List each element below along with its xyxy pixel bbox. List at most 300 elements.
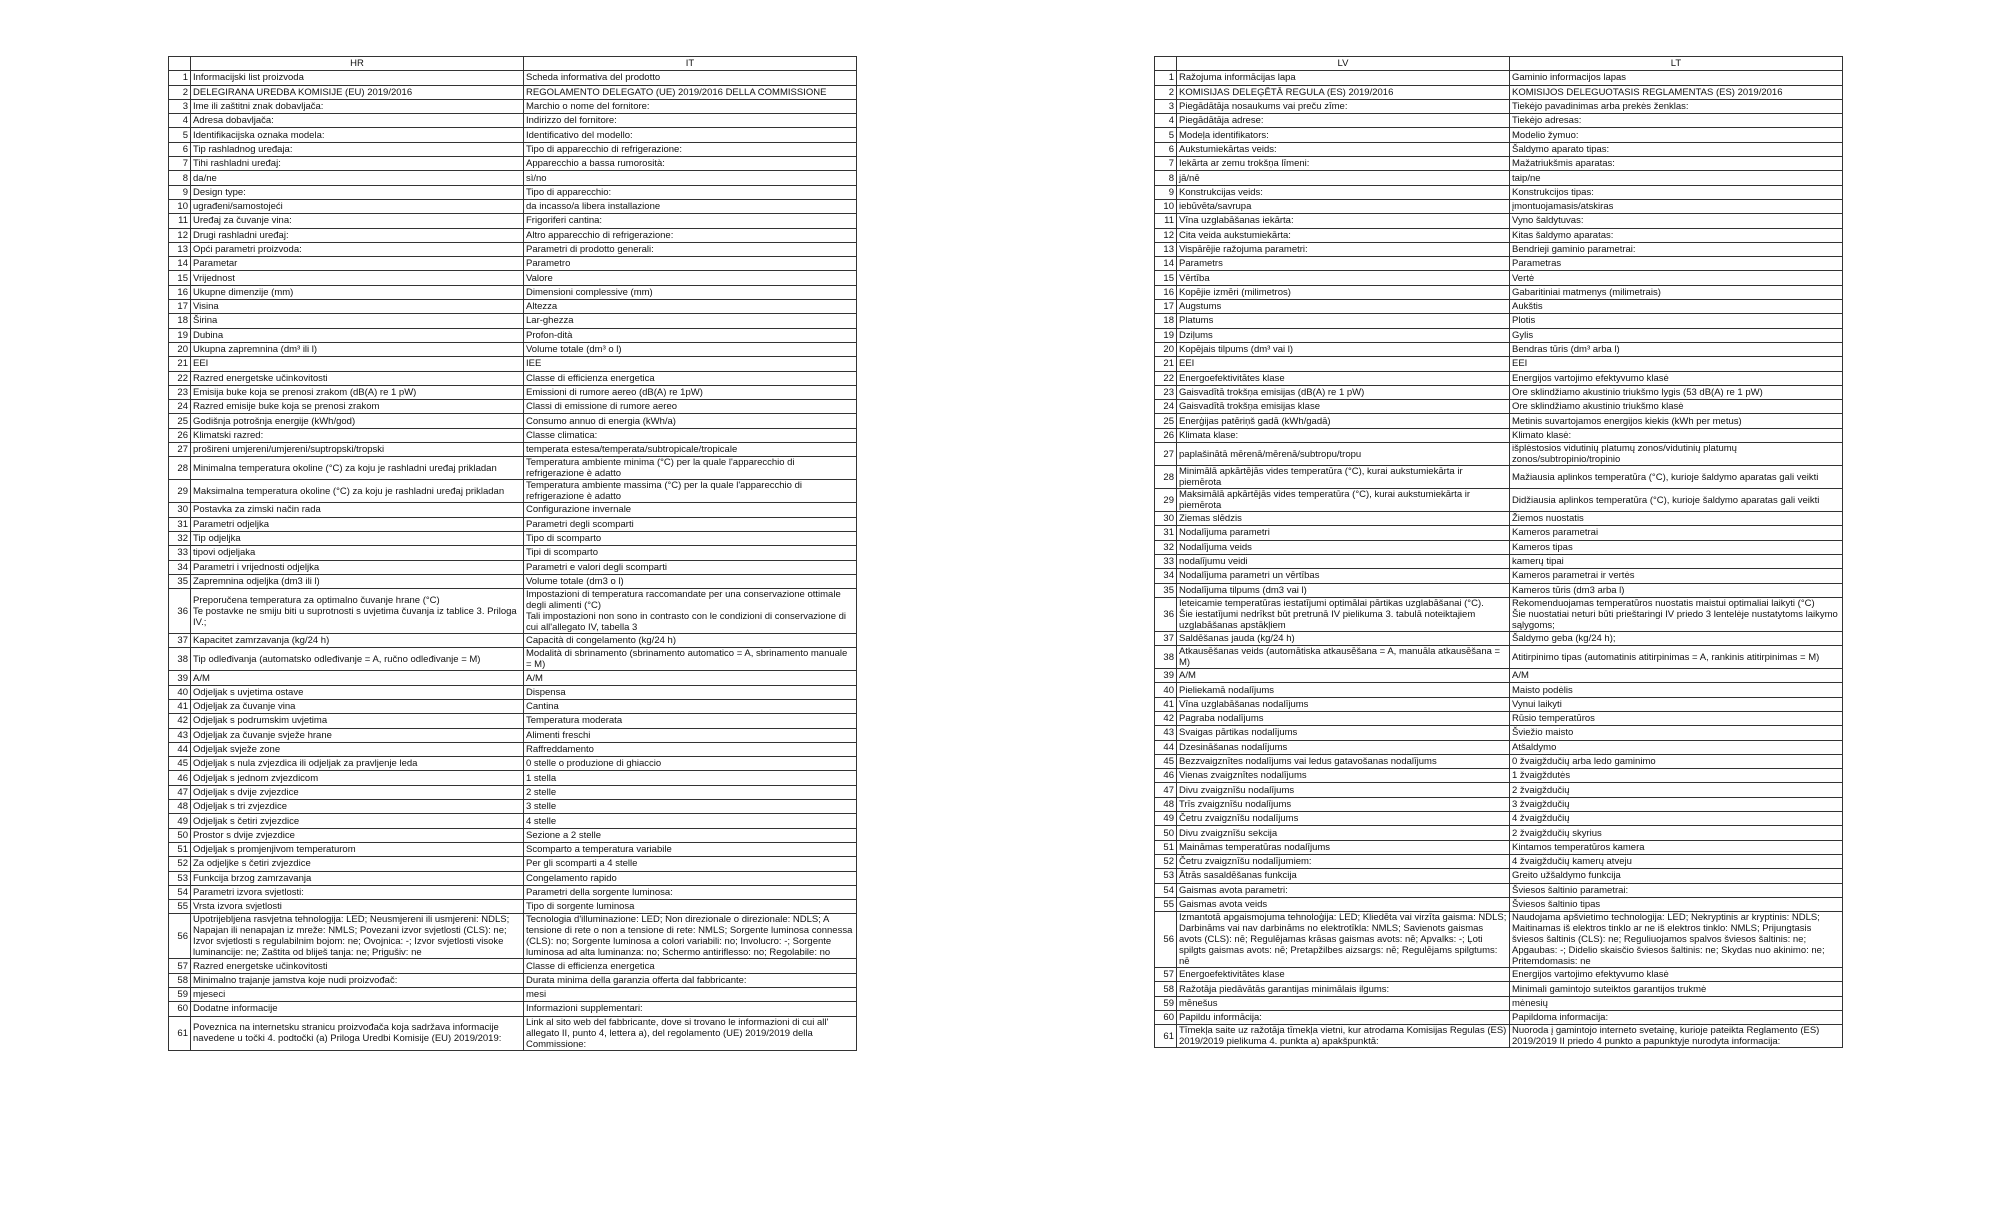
cell-lang-a: EEI bbox=[1177, 357, 1510, 371]
row-number: 9 bbox=[1155, 185, 1177, 199]
cell-lang-a: Odjeljak s nula zvjezdica ili odjeljak za pravljenje leda bbox=[191, 757, 524, 771]
table-body-hr-it bbox=[169, 71, 857, 1050]
table-row bbox=[1155, 171, 1843, 185]
row-number: 32 bbox=[1155, 540, 1177, 554]
row-number: 26 bbox=[1155, 428, 1177, 442]
table-row bbox=[169, 99, 857, 113]
cell-lang-a: Odjeljak s podrumskim uvjetima bbox=[191, 714, 524, 728]
row-number: 37 bbox=[169, 634, 191, 648]
row-number: 22 bbox=[1155, 371, 1177, 385]
cell-lang-a: Aukstumiekārtas veids: bbox=[1177, 142, 1510, 156]
cell-lang-a: Dzesināšanas nodalījums bbox=[1177, 740, 1510, 754]
cell-lang-a: tipovi odjeljaka bbox=[191, 546, 524, 560]
table-row bbox=[169, 857, 857, 871]
cell-lang-b: Valore bbox=[524, 271, 857, 285]
cell-lang-b: Vertė bbox=[1510, 271, 1843, 285]
table-row bbox=[169, 531, 857, 545]
row-number: 38 bbox=[169, 648, 191, 671]
row-number: 50 bbox=[169, 828, 191, 842]
table-row bbox=[1155, 428, 1843, 442]
cell-lang-b: KOMISIJOS DELEGUOTASIS REGLAMENTAS (ES) 2019/2016 bbox=[1510, 85, 1843, 99]
table-row bbox=[169, 480, 857, 503]
table-body-lv-lt bbox=[1155, 71, 1843, 1048]
row-number: 53 bbox=[1155, 869, 1177, 883]
table-row bbox=[1155, 414, 1843, 428]
table-row bbox=[1155, 328, 1843, 342]
cell-lang-a: Maksimālā apkārtējās vides temperatūra (°C), kurai aukstumiekārta ir piemērota bbox=[1177, 489, 1510, 512]
cell-lang-b: IEE bbox=[524, 357, 857, 371]
table-row bbox=[1155, 314, 1843, 328]
cell-lang-a: da/ne bbox=[191, 171, 524, 185]
cell-lang-b: mesi bbox=[524, 988, 857, 1002]
cell-lang-a: Informacijski list proizvoda bbox=[191, 71, 524, 85]
table-row bbox=[169, 328, 857, 342]
cell-lang-a: Gaismas avota parametri: bbox=[1177, 883, 1510, 897]
cell-lang-b: Volume totale (dm³ o l) bbox=[524, 342, 857, 356]
cell-lang-b: Temperatura moderata bbox=[524, 714, 857, 728]
row-number: 23 bbox=[169, 385, 191, 399]
table-row bbox=[1155, 199, 1843, 213]
cell-lang-a: Trīs zvaigznīšu nodalījums bbox=[1177, 797, 1510, 811]
row-number: 50 bbox=[1155, 826, 1177, 840]
row-number: 6 bbox=[169, 142, 191, 156]
cell-lang-a: DELEGIRANA UREDBA KOMISIJE (EU) 2019/2016 bbox=[191, 85, 524, 99]
cell-lang-a: KOMISIJAS DELEĢĒTĀ REGULA (ES) 2019/2016 bbox=[1177, 85, 1510, 99]
cell-lang-b: Dimensioni complessive (mm) bbox=[524, 285, 857, 299]
row-number: 8 bbox=[1155, 171, 1177, 185]
cell-lang-b: Bendras tūris (dm³ arba l) bbox=[1510, 342, 1843, 356]
row-number: 35 bbox=[1155, 583, 1177, 597]
table-row bbox=[1155, 968, 1843, 982]
cell-lang-b: 2 žvaigždučių bbox=[1510, 783, 1843, 797]
table-row bbox=[1155, 569, 1843, 583]
cell-lang-a: Ātrās sasaldēšanas funkcija bbox=[1177, 869, 1510, 883]
row-number: 1 bbox=[1155, 71, 1177, 85]
cell-lang-a: Ime ili zaštitni znak dobavljača: bbox=[191, 99, 524, 113]
table-row bbox=[1155, 812, 1843, 826]
row-number: 43 bbox=[1155, 726, 1177, 740]
cell-lang-a: Izmantotā apgaismojuma tehnoloģija: LED; Kliedēta vai virzīta gaisma: NDLS; Darbināms vai nav darbināms no elektrotīkla: NMLS; Savienots gaismas avots (CLS): nē; Regulējamas krāsas gaismas avots: nē; Apvalks: -; Ļoti spilgts gaismas avots: nē; Pretapžilbes aizsargs: nē; Regulējams spilgtums: nē bbox=[1177, 912, 1510, 968]
table-row bbox=[1155, 242, 1843, 256]
table-row bbox=[169, 648, 857, 671]
cell-lang-a: Ražojuma informācijas lapa bbox=[1177, 71, 1510, 85]
cell-lang-b: Bendrieji gaminio parametrai: bbox=[1510, 242, 1843, 256]
cell-lang-a: Razred energetske učinkovitosti bbox=[191, 959, 524, 973]
cell-lang-b: Frigoriferi cantina: bbox=[524, 214, 857, 228]
cell-lang-b: Link al sito web del fabbricante, dove si trovano le informazioni di cui all' allegato II, punto 4, lettera a), del regolamento (UE) 2019/2019 della Commissione: bbox=[524, 1016, 857, 1050]
row-number: 26 bbox=[169, 428, 191, 442]
row-number: 60 bbox=[1155, 1011, 1177, 1025]
table-row bbox=[169, 285, 857, 299]
product-info-table-lv-lt bbox=[1154, 56, 1843, 1048]
row-number: 49 bbox=[169, 814, 191, 828]
cell-lang-b: Configurazione invernale bbox=[524, 503, 857, 517]
cell-lang-a: Konstrukcijas veids: bbox=[1177, 185, 1510, 199]
row-number: 22 bbox=[169, 371, 191, 385]
table-row bbox=[1155, 512, 1843, 526]
cell-lang-b: Altezza bbox=[524, 300, 857, 314]
cell-lang-a: Nodalījuma parametri bbox=[1177, 526, 1510, 540]
table-row bbox=[1155, 540, 1843, 554]
cell-lang-a: Opći parametri proizvoda: bbox=[191, 242, 524, 256]
table-row bbox=[169, 771, 857, 785]
cell-lang-a: Maksimalna temperatura okoline (°C) za koju je rashladni uređaj prikladan bbox=[191, 480, 524, 503]
cell-lang-b: Emissioni di rumore aereo (dB(A) re 1pW) bbox=[524, 385, 857, 399]
row-number: 4 bbox=[169, 114, 191, 128]
row-number: 25 bbox=[169, 414, 191, 428]
row-number: 11 bbox=[1155, 214, 1177, 228]
row-number: 28 bbox=[1155, 466, 1177, 489]
table-row bbox=[169, 171, 857, 185]
cell-lang-b: Parametri degli scomparti bbox=[524, 517, 857, 531]
cell-lang-a: Modeļa identifikators: bbox=[1177, 128, 1510, 142]
row-number: 21 bbox=[169, 357, 191, 371]
row-number: 13 bbox=[1155, 242, 1177, 256]
cell-lang-a: Design type: bbox=[191, 185, 524, 199]
table-row bbox=[1155, 271, 1843, 285]
row-number: 16 bbox=[1155, 285, 1177, 299]
table-row bbox=[1155, 1011, 1843, 1025]
cell-lang-b: Tipo di sorgente luminosa bbox=[524, 900, 857, 914]
cell-lang-a: Četru zvaigznīšu nodalījumiem: bbox=[1177, 854, 1510, 868]
cell-lang-b: Classi di emissione di rumore aereo bbox=[524, 400, 857, 414]
table-row bbox=[1155, 897, 1843, 911]
table-row bbox=[169, 371, 857, 385]
cell-lang-a: Širina bbox=[191, 314, 524, 328]
cell-lang-b: Scomparto a temperatura variabile bbox=[524, 842, 857, 856]
cell-lang-b: Šaldymo aparato tipas: bbox=[1510, 142, 1843, 156]
table-row bbox=[1155, 526, 1843, 540]
table-row bbox=[169, 973, 857, 987]
table-row bbox=[169, 785, 857, 799]
table-row bbox=[1155, 214, 1843, 228]
cell-lang-b: Raffreddamento bbox=[524, 742, 857, 756]
cell-lang-b: mėnesių bbox=[1510, 996, 1843, 1010]
row-number: 36 bbox=[169, 589, 191, 634]
cell-lang-b: Mažiausia aplinkos temperatūra (°C), kurioje šaldymo aparatas gali veikti bbox=[1510, 466, 1843, 489]
cell-lang-b: Minimali gamintojo suteiktos garantijos trukmė bbox=[1510, 982, 1843, 996]
table-row bbox=[169, 400, 857, 414]
table-row bbox=[1155, 300, 1843, 314]
cell-lang-a: Minimalna temperatura okoline (°C) za koju je rashladni uređaj prikladan bbox=[191, 457, 524, 480]
table-row bbox=[1155, 826, 1843, 840]
cell-lang-b: Capacità di congelamento (kg/24 h) bbox=[524, 634, 857, 648]
cell-lang-a: Pieliekamā nodalījums bbox=[1177, 683, 1510, 697]
cell-lang-b: Gaminio informacijos lapas bbox=[1510, 71, 1843, 85]
cell-lang-a: Odjeljak s četiri zvjezdice bbox=[191, 814, 524, 828]
cell-lang-a: Za odjeljke s četiri zvjezdice bbox=[191, 857, 524, 871]
row-number: 56 bbox=[169, 914, 191, 959]
table-row bbox=[169, 517, 857, 531]
cell-lang-b: Dispensa bbox=[524, 685, 857, 699]
cell-lang-b: Energijos vartojimo efektyvumo klasė bbox=[1510, 968, 1843, 982]
cell-lang-b: Gylis bbox=[1510, 328, 1843, 342]
row-number: 35 bbox=[169, 574, 191, 588]
cell-lang-b: Kintamos temperatūros kamera bbox=[1510, 840, 1843, 854]
row-number: 3 bbox=[1155, 99, 1177, 113]
column-header-lt: LT bbox=[1510, 57, 1843, 71]
row-number: 42 bbox=[1155, 711, 1177, 725]
table-row bbox=[169, 814, 857, 828]
table-row bbox=[169, 914, 857, 959]
row-number: 33 bbox=[1155, 554, 1177, 568]
cell-lang-a: Maināmas temperatūras nodalījums bbox=[1177, 840, 1510, 854]
row-number: 36 bbox=[1155, 597, 1177, 631]
cell-lang-b: Vynui laikyti bbox=[1510, 697, 1843, 711]
row-number: 45 bbox=[169, 757, 191, 771]
row-number: 4 bbox=[1155, 114, 1177, 128]
table-row bbox=[169, 199, 857, 213]
cell-lang-a: Bezzvaigznītes nodalījums vai ledus gatavošanas nodalījums bbox=[1177, 754, 1510, 768]
cell-lang-a: Piegādātāja nosaukums vai preču zīme: bbox=[1177, 99, 1510, 113]
row-number: 10 bbox=[169, 199, 191, 213]
cell-lang-b: Tipo di apparecchio di refrigerazione: bbox=[524, 142, 857, 156]
cell-lang-b: Šviežio maisto bbox=[1510, 726, 1843, 740]
cell-lang-b: REGOLAMENTO DELEGATO (UE) 2019/2016 DELLA COMMISSIONE bbox=[524, 85, 857, 99]
row-number: 34 bbox=[169, 560, 191, 574]
cell-lang-b: Tiekėjo adresas: bbox=[1510, 114, 1843, 128]
table-row bbox=[169, 214, 857, 228]
cell-lang-b: Parametri della sorgente luminosa: bbox=[524, 885, 857, 899]
table-row bbox=[1155, 646, 1843, 669]
table-row bbox=[1155, 854, 1843, 868]
cell-lang-b: Atšaldymo bbox=[1510, 740, 1843, 754]
row-number: 18 bbox=[169, 314, 191, 328]
cell-lang-b: Identificativo del modello: bbox=[524, 128, 857, 142]
cell-lang-b: Modelio žymuo: bbox=[1510, 128, 1843, 142]
cell-lang-b: Ore sklindžiamo akustinio triukšmo klasė bbox=[1510, 400, 1843, 414]
table-row bbox=[1155, 385, 1843, 399]
cell-lang-a: Ukupne dimenzije (mm) bbox=[191, 285, 524, 299]
table-row bbox=[169, 842, 857, 856]
table-row bbox=[1155, 285, 1843, 299]
table-row bbox=[169, 228, 857, 242]
row-number: 40 bbox=[1155, 683, 1177, 697]
cell-lang-a: Ražotāja piedāvātās garantijas minimālais ilgums: bbox=[1177, 982, 1510, 996]
column-header-it: IT bbox=[524, 57, 857, 71]
cell-lang-a: prošireni umjereni/umjereni/suptropski/tropski bbox=[191, 443, 524, 457]
cell-lang-b: Ore sklindžiamo akustinio triukšmo lygis (53 dB(A) re 1 pW) bbox=[1510, 385, 1843, 399]
cell-lang-a: EEI bbox=[191, 357, 524, 371]
row-number: 27 bbox=[1155, 443, 1177, 466]
cell-lang-b: Tipo di scomparto bbox=[524, 531, 857, 545]
cell-lang-b: sì/no bbox=[524, 171, 857, 185]
table-row bbox=[169, 342, 857, 356]
row-number: 13 bbox=[169, 242, 191, 256]
cell-lang-a: Odjeljak za čuvanje vina bbox=[191, 699, 524, 713]
row-number: 33 bbox=[169, 546, 191, 560]
row-number: 24 bbox=[1155, 400, 1177, 414]
row-number: 29 bbox=[169, 480, 191, 503]
row-number: 10 bbox=[1155, 199, 1177, 213]
table-row bbox=[1155, 697, 1843, 711]
row-number: 19 bbox=[169, 328, 191, 342]
row-number: 17 bbox=[1155, 300, 1177, 314]
cell-lang-b: Consumo annuo di energia (kWh/a) bbox=[524, 414, 857, 428]
table-row bbox=[169, 443, 857, 457]
row-number: 14 bbox=[1155, 257, 1177, 271]
row-number: 58 bbox=[169, 973, 191, 987]
cell-lang-b: Tipi di scomparto bbox=[524, 546, 857, 560]
cell-lang-a: Vērtība bbox=[1177, 271, 1510, 285]
table-row bbox=[169, 757, 857, 771]
cell-lang-a: Divu zvaigznīšu sekcija bbox=[1177, 826, 1510, 840]
row-number: 43 bbox=[169, 728, 191, 742]
table-row bbox=[169, 1016, 857, 1050]
cell-lang-b: Kameros tūris (dm3 arba l) bbox=[1510, 583, 1843, 597]
row-number: 1 bbox=[169, 71, 191, 85]
cell-lang-b: Klimato klasė: bbox=[1510, 428, 1843, 442]
cell-lang-b: Indirizzo del fornitore: bbox=[524, 114, 857, 128]
row-number: 47 bbox=[1155, 783, 1177, 797]
cell-lang-b: Classe di efficienza energetica bbox=[524, 959, 857, 973]
table-row bbox=[169, 699, 857, 713]
cell-lang-a: Papildu informācija: bbox=[1177, 1011, 1510, 1025]
cell-lang-a: Iekārta ar zemu trokšņa līmeni: bbox=[1177, 157, 1510, 171]
cell-lang-b: Kitas šaldymo aparatas: bbox=[1510, 228, 1843, 242]
row-number: 59 bbox=[1155, 996, 1177, 1010]
cell-lang-b: taip/ne bbox=[1510, 171, 1843, 185]
row-number: 20 bbox=[1155, 342, 1177, 356]
cell-lang-b: Parametras bbox=[1510, 257, 1843, 271]
table-row bbox=[169, 714, 857, 728]
table-row bbox=[1155, 583, 1843, 597]
cell-lang-b: Altro apparecchio di refrigerazione: bbox=[524, 228, 857, 242]
row-number: 31 bbox=[1155, 526, 1177, 540]
cell-lang-b: Classe climatica: bbox=[524, 428, 857, 442]
cell-lang-a: Gaisvadītā trokšņa emisijas (dB(A) re 1 pW) bbox=[1177, 385, 1510, 399]
cell-lang-b: da incasso/a libera installazione bbox=[524, 199, 857, 213]
row-number: 14 bbox=[169, 257, 191, 271]
cell-lang-a: Tihi rashladni uređaj: bbox=[191, 157, 524, 171]
cell-lang-b: Classe di efficienza energetica bbox=[524, 371, 857, 385]
cell-lang-a: Preporučena temperatura za optimalno čuvanje hrane (°C) Te postavke ne smiju biti u suprotnosti s uvjetima čuvanja iz tablice 3. Priloga IV.; bbox=[191, 589, 524, 634]
table-row bbox=[1155, 371, 1843, 385]
row-number: 21 bbox=[1155, 357, 1177, 371]
cell-lang-b: Lar-ghezza bbox=[524, 314, 857, 328]
row-number: 45 bbox=[1155, 754, 1177, 768]
table-row bbox=[1155, 740, 1843, 754]
cell-lang-a: Vīna uzglabāšanas nodalījums bbox=[1177, 697, 1510, 711]
table-row bbox=[1155, 400, 1843, 414]
cell-lang-a: Kapacitet zamrzavanja (kg/24 h) bbox=[191, 634, 524, 648]
table-row bbox=[169, 546, 857, 560]
cell-lang-a: Augstums bbox=[1177, 300, 1510, 314]
row-number: 9 bbox=[169, 185, 191, 199]
row-number: 47 bbox=[169, 785, 191, 799]
cell-lang-b: Informazioni supplementari: bbox=[524, 1002, 857, 1016]
table-row bbox=[1155, 489, 1843, 512]
cell-lang-b: Papildoma informacija: bbox=[1510, 1011, 1843, 1025]
table-row bbox=[169, 800, 857, 814]
cell-lang-a: ugrađeni/samostojeći bbox=[191, 199, 524, 213]
row-number: 6 bbox=[1155, 142, 1177, 156]
row-number: 55 bbox=[1155, 897, 1177, 911]
cell-lang-b: Plotis bbox=[1510, 314, 1843, 328]
row-number: 38 bbox=[1155, 646, 1177, 669]
table-row bbox=[1155, 711, 1843, 725]
cell-lang-a: Emisija buke koja se prenosi zrakom (dB(A) re 1 pW) bbox=[191, 385, 524, 399]
row-number: 55 bbox=[169, 900, 191, 914]
table-row bbox=[169, 574, 857, 588]
table-row bbox=[1155, 99, 1843, 113]
cell-lang-a: Razred emisije buke koja se prenosi zrakom bbox=[191, 400, 524, 414]
cell-lang-a: Zapremnina odjeljka (dm3 ili l) bbox=[191, 574, 524, 588]
row-number: 15 bbox=[169, 271, 191, 285]
row-number: 54 bbox=[1155, 883, 1177, 897]
table-row bbox=[169, 742, 857, 756]
table-row bbox=[169, 385, 857, 399]
row-number: 7 bbox=[169, 157, 191, 171]
row-number: 5 bbox=[1155, 128, 1177, 142]
cell-lang-a: Odjeljak za čuvanje svježe hrane bbox=[191, 728, 524, 742]
cell-lang-b: Šaldymo geba (kg/24 h); bbox=[1510, 631, 1843, 645]
cell-lang-a: Vrijednost bbox=[191, 271, 524, 285]
table-row bbox=[169, 428, 857, 442]
row-number: 11 bbox=[169, 214, 191, 228]
row-number: 30 bbox=[1155, 512, 1177, 526]
cell-lang-b: 3 žvaigždučių bbox=[1510, 797, 1843, 811]
row-number: 44 bbox=[169, 742, 191, 756]
row-number: 59 bbox=[169, 988, 191, 1002]
row-number: 12 bbox=[169, 228, 191, 242]
cell-lang-a: Dubina bbox=[191, 328, 524, 342]
cell-lang-a: Ieteicamie temperatūras iestatījumi optimālai pārtikas uzglabāšanai (°C). Šie iestatījumi nedrīkst būt pretrunā IV pielikuma 3. tabulā noteiktajiem uzglabāšanas apstākļiem bbox=[1177, 597, 1510, 631]
row-number: 15 bbox=[1155, 271, 1177, 285]
table-row bbox=[169, 871, 857, 885]
row-number: 37 bbox=[1155, 631, 1177, 645]
cell-lang-a: Tip rashladnog uređaja: bbox=[191, 142, 524, 156]
cell-lang-b: Sezione a 2 stelle bbox=[524, 828, 857, 842]
cell-lang-a: Vispārējie ražojuma parametri: bbox=[1177, 242, 1510, 256]
row-number: 51 bbox=[169, 842, 191, 856]
cell-lang-a: Enerģijas patēriņš gadā (kWh/gadā) bbox=[1177, 414, 1510, 428]
cell-lang-a: mēnešus bbox=[1177, 996, 1510, 1010]
row-number: 60 bbox=[169, 1002, 191, 1016]
cell-lang-a: Razred energetske učinkovitosti bbox=[191, 371, 524, 385]
row-number: 51 bbox=[1155, 840, 1177, 854]
cell-lang-a: Upotrijebljena rasvjetna tehnologija: LED; Neusmjereni ili usmjereni: NDLS; Napajan ili nenapajan iz mreže: NMLS; Povezani izvor svjetlosti (CLS): ne; Izvor svjetlosti s regulabilnim bojom: ne; Ovojnica: -; Izvor svjetlosti visoke luminancije: ne; Zaštita od bliješ tanja: ne; Prigušiv: ne bbox=[191, 914, 524, 959]
cell-lang-b: 2 stelle bbox=[524, 785, 857, 799]
table-row bbox=[169, 900, 857, 914]
cell-lang-b: 0 žvaigždučių arba ledo gaminimo bbox=[1510, 754, 1843, 768]
cell-lang-b: Temperatura ambiente massima (°C) per la quale l'apparecchio di refrigerazione è adatto bbox=[524, 480, 857, 503]
table-row bbox=[169, 85, 857, 99]
row-number: 23 bbox=[1155, 385, 1177, 399]
cell-lang-a: Odjeljak svježe zone bbox=[191, 742, 524, 756]
cell-lang-b: 4 žvaigždučių bbox=[1510, 812, 1843, 826]
table-row bbox=[1155, 754, 1843, 768]
table-row bbox=[169, 560, 857, 574]
cell-lang-a: Odjeljak s jednom zvjezdicom bbox=[191, 771, 524, 785]
cell-lang-a: Gaismas avota veids bbox=[1177, 897, 1510, 911]
table-row bbox=[169, 634, 857, 648]
cell-lang-b: Metinis suvartojamos energijos kiekis (kWh per metus) bbox=[1510, 414, 1843, 428]
table-row bbox=[169, 988, 857, 1002]
cell-lang-a: Ukupna zapremnina (dm³ ili l) bbox=[191, 342, 524, 356]
cell-lang-b: Mažatriukšmis aparatas: bbox=[1510, 157, 1843, 171]
column-header-hr: HR bbox=[191, 57, 524, 71]
cell-lang-b: Konstrukcijos tipas: bbox=[1510, 185, 1843, 199]
cell-lang-a: Drugi rashladni uređaj: bbox=[191, 228, 524, 242]
row-number: 57 bbox=[1155, 968, 1177, 982]
table-row bbox=[1155, 85, 1843, 99]
row-number: 39 bbox=[169, 671, 191, 685]
cell-lang-a: Kopējais tilpums (dm³ vai l) bbox=[1177, 342, 1510, 356]
cell-lang-a: Poveznica na internetsku stranicu proizvođača koja sadržava informacije navedene u točki 4. podtočki (a) Priloga Uredbi Komisije (EU) 2019/2019: bbox=[191, 1016, 524, 1050]
table-row bbox=[169, 157, 857, 171]
table-row bbox=[169, 457, 857, 480]
